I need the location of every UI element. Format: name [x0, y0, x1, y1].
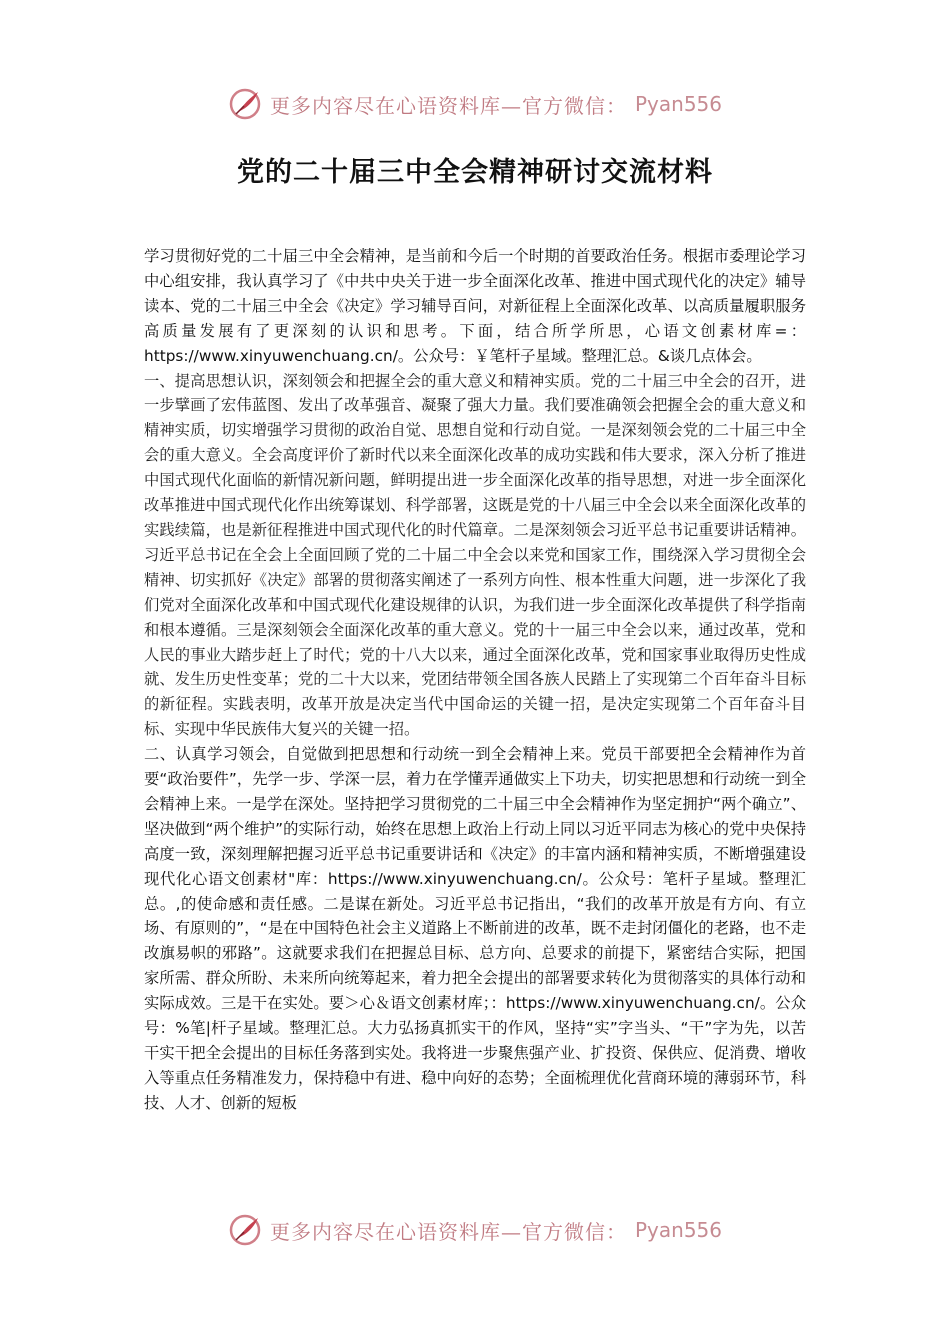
banner-wechat-id: Pyan556	[635, 1218, 723, 1242]
document-title: 党的二十届三中全会精神研讨交流材料	[237, 157, 713, 188]
quill-logo-icon	[228, 1213, 262, 1247]
banner-text: 更多内容尽在心语资料库—官方微信：	[270, 1219, 627, 1244]
header-banner[interactable]	[228, 84, 722, 124]
paragraph-intro: 学习贯彻好党的二十届三中全会精神，是当前和今后一个时期的首要政治任务。根据市委理论学习中心组安排，我认真学习了《中共中央关于进一步全面深化改革、推进中国式现代化的决定》辅导读本、党的二十届三中全会《决定》学习辅导百问，对新征程上全面深化改革、以高质量履职服务高质量发展有了更深刻的认识和思考。下面，结合所学所思，心语文创素材库=：https://www.xinyuwenchuang.cn/。公众号：￥笔杆子星域。整理汇总。&谈几点体会。	[144, 247, 806, 365]
document-body	[144, 244, 806, 1116]
banner-text: 更多内容尽在心语资料库—官方微信：	[270, 93, 627, 118]
paragraph-section-1: 一、提高思想认识，深刻领会和把握全会的重大意义和精神实质。党的二十届三中全会的召开，进一步擘画了宏伟蓝图、发出了改革强音、凝聚了强大力量。我们要准确领会把握全会的重大意义和精神实质，切实增强学习贯彻的政治自觉、思想自觉和行动自觉。一是深刻领会党的二十届三中全会的重大意义。全会高度评价了新时代以来全面深化改革的成功实践和伟大要求，深入分析了推进中国式现代化面临的新情况新问题，鲜明提出进一步全面深化改革的指导思想，对进一步全面深化改革推进中国式现代化作出统筹谋划、科学部署，这既是党的十八届三中全会以来全面深化改革的实践续篇，也是新征程推进中国式现代化的时代篇章。二是深刻领会习近平总书记重要讲话精神。习近平总书记在全会上全面回顾了党的二十届二中全会以来党和国家工作，围绕深入学习贯彻全会精神、切实抓好《决定》部署的贯彻落实阐述了一系列方向性、根本性重大问题，进一步深化了我们党对全面深化改革和中国式现代化建设规律的认识，为我们进一步全面深化改革提供了科学指南和根本遵循。三是深刻领会全面深化改革的重大意义。党的十一届三中全会以来，通过改革，党和人民的事业大踏步赶上了时代；党的十八大以来，通过全面深化改革，党和国家事业取得历史性成就、发生历史性变革；党的二十大以来，党团结带领全国各族人民踏上了实现第二个百年奋斗目标的新征程。实践表明，改革开放是决定当代中国命运的关键一招，是决定实现第二个百年奋斗目标、实现中华民族伟大复兴的关键一招。	[144, 371, 806, 739]
banner-wechat-id: Pyan556	[635, 92, 723, 116]
paragraph-section-2: 二、认真学习领会，自觉做到把思想和行动统一到全会精神上来。党员干部要把全会精神作为首要“政治要件”，先学一步、学深一层，着力在学懂弄通做实上下功夫，切实把思想和行动统一到全会精神上来。一是学在深处。坚持把学习贯彻党的二十届三中全会精神作为坚定拥护“两个确立”、坚决做到“两个维护”的实际行动，始终在思想上政治上行动上同以习近平同志为核心的党中央保持高度一致，深刻理解把握习近平总书记重要讲话和《决定》的丰富内涵和精神实质，不断增强建设现代化心语文创素材"库：https://www.xinyuwenchuang.cn/。公众号：笔杆子星域。整理汇总。,的使命感和责任感。二是谋在新处。习近平总书记指出，“我们的改革开放是有方向、有立场、有原则的”，“是在中国特色社会主义道路上不断前进的改革，既不走封闭僵化的老路，也不走改旗易帜的邪路”。这就要求我们在把握总目标、总方向、总要求的前提下，紧密结合实际，把国家所需、群众所盼、未来所向统筹起来，着力把全会提出的部署要求转化为贯彻落实的具体行动和实际成效。三是干在实处。要＞心＆语文创素材库；：https://www.xinyuwenchuang.cn/。公众号：%笔|杆子星域。整理汇总。大力弘扬真抓实干的作风，坚持“实”字当头、“干”字为先，以苦干实干把全会提出的目标任务落到实处。我将进一步聚焦强产业、扩投资、保供应、促消费、增收入等重点任务精准发力，保持稳中有进、稳中向好的态势；全面梳理优化营商环境的薄弱环节，科技、人才、创新的短板	[144, 745, 806, 1112]
footer-banner[interactable]	[228, 1210, 722, 1250]
quill-logo-icon	[228, 87, 262, 121]
